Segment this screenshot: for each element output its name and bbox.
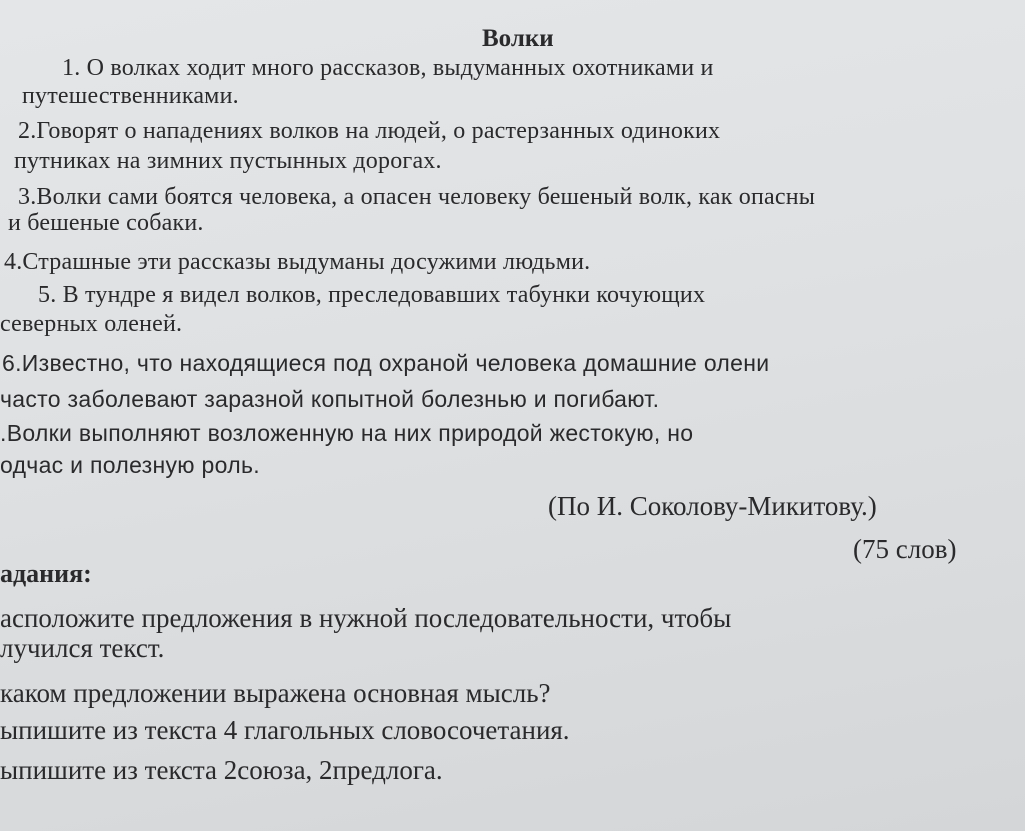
text-line-9: северных оленей. bbox=[0, 311, 183, 337]
word-count: (75 слов) bbox=[853, 534, 957, 564]
text-line-7: 4.Страшные эти рассказы выдуманы досужими людьми. bbox=[4, 249, 591, 275]
text-line-1: 1. О волках ходит много рассказов, выдуманных охотниками и bbox=[62, 55, 714, 81]
text-line-11: часто заболевают заразной копытной болезнью и погибают. bbox=[0, 386, 660, 412]
text-line-10: 6.Известно, что находящиеся под охраной человека домашние олени bbox=[2, 350, 770, 376]
text-line-3: 2.Говорят о нападениях волков на людей, о растерзанных одиноких bbox=[18, 118, 721, 144]
text-line-13: одчас и полезную роль. bbox=[0, 452, 260, 478]
text-line-12: .Волки выполняют возложенную на них природой жестокую, но bbox=[0, 420, 694, 446]
text-line-6: и бешеные собаки. bbox=[8, 210, 204, 236]
text-line-4: путниках на зимних пустынных дорогах. bbox=[14, 148, 442, 174]
text-line-5: 3.Волки сами боятся человека, а опасен человеку бешеный волк, как опасны bbox=[18, 184, 816, 210]
task-line-3: каком предложении выражена основная мысль? bbox=[0, 678, 551, 708]
text-line-2: путешественниками. bbox=[22, 83, 239, 109]
text-line-8: 5. В тундре я видел волков, преследовавших табунки кочующих bbox=[38, 282, 706, 308]
task-line-4: ыпишите из текста 4 глагольных словосочетания. bbox=[0, 715, 570, 745]
tasks-heading: адания: bbox=[0, 559, 92, 588]
document-title: Волки bbox=[482, 25, 554, 52]
task-line-2: лучился текст. bbox=[0, 633, 165, 663]
task-line-1: асположите предложения в нужной последовательности, чтобы bbox=[0, 603, 732, 633]
task-line-5: ыпишите из текста 2союза, 2предлога. bbox=[0, 755, 443, 785]
attribution: (По И. Соколову-Микитову.) bbox=[548, 491, 877, 521]
